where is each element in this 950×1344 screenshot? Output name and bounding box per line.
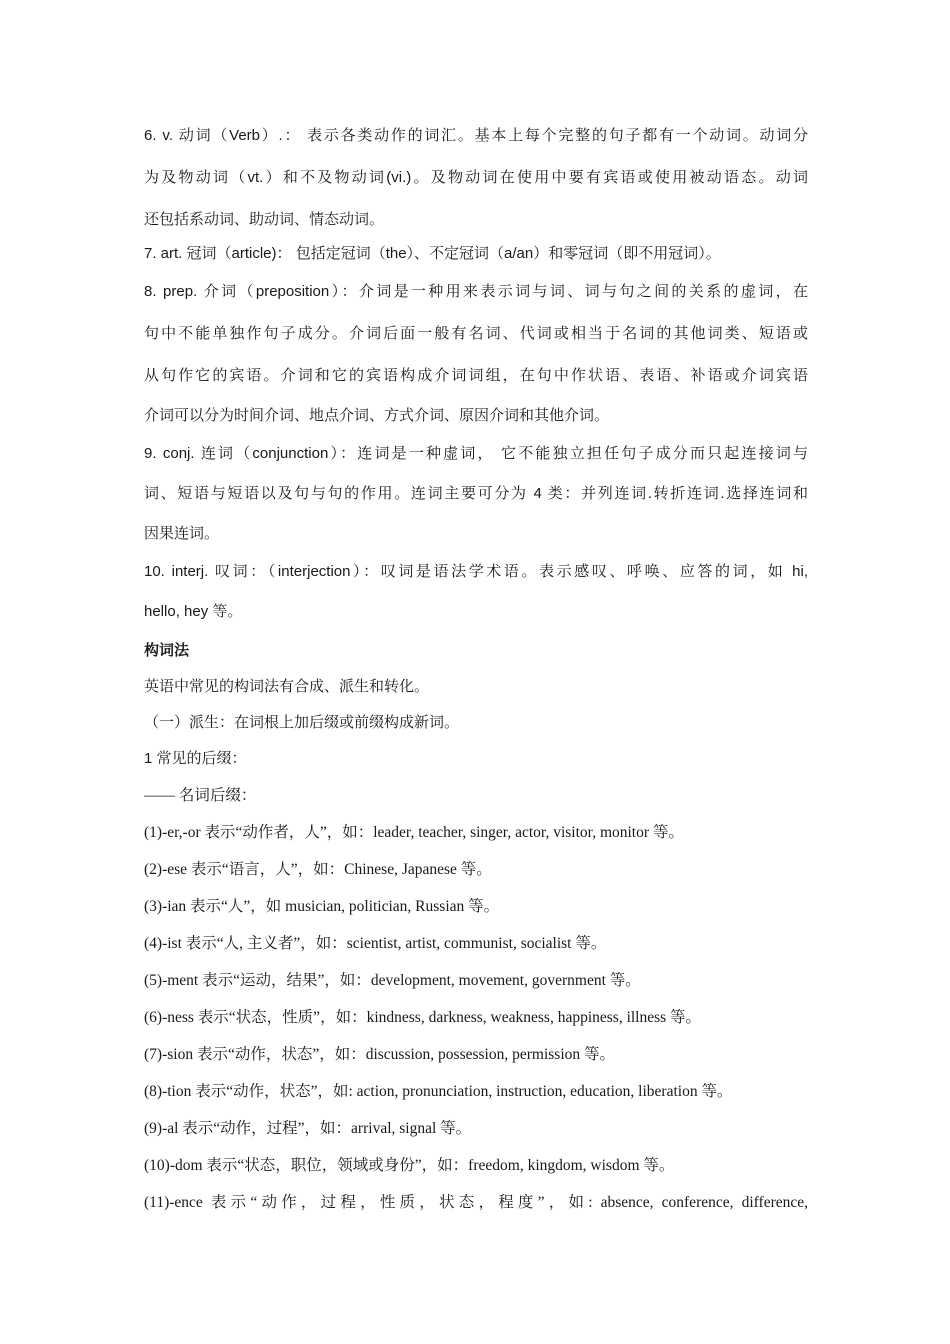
text-line: 9. conj. 连词（conjunction）：连词是一种虚词， 它不能独立担任句子成分而只起连接词与 bbox=[144, 445, 808, 462]
text-line: 因果连词。 bbox=[144, 525, 220, 542]
section-intro: 英语中常见的构词法有合成、派生和转化。 bbox=[144, 678, 430, 695]
list-item: (5)-ment 表示“运动，结果”，如：development, movement, government 等。 bbox=[144, 972, 641, 989]
list-item: (3)-ian 表示“人”，如 musician, politician, Russian 等。 bbox=[144, 898, 500, 915]
text-line: 8. prep. 介词（preposition）：介词是一种用来表示词与词、词与句之间的关系的虚词，在 bbox=[144, 283, 808, 300]
derivation-title: （一）派生：在词根上加后缀或前缀构成新词。 bbox=[144, 714, 460, 731]
list-item: (9)-al 表示“动作，过程”，如：arrival, signal 等。 bbox=[144, 1120, 472, 1137]
suffix-title: 1 常见的后缀： bbox=[144, 750, 247, 767]
list-item: (11)-ence 表示“动作，过程，性质，状态，程度”，如: absence, conference, difference, bbox=[144, 1194, 808, 1211]
list-item: (2)-ese 表示“语言，人”，如：Chinese, Japanese 等。 bbox=[144, 861, 492, 878]
list-item: (1)-er,-or 表示“动作者，人”，如：leader, teacher, singer, actor, visitor, monitor 等。 bbox=[144, 824, 684, 841]
list-item: (8)-tion 表示“动作，状态”，如: action, pronunciation, instruction, education, liberation 等。 bbox=[144, 1083, 733, 1100]
text-line: 还包括系动词、助动词、情态动词。 bbox=[144, 211, 385, 228]
noun-suffix-title: —— 名词后缀： bbox=[144, 787, 257, 804]
text-line: 词、短语与短语以及句与句的作用。连词主要可分为 4 类：并列连词.转折连词.选择连词和 bbox=[144, 485, 808, 502]
text-line: 6. v. 动词（Verb）.： 表示各类动作的词汇。基本上每个完整的句子都有一个动词。动词分 bbox=[144, 127, 808, 144]
list-item: (4)-ist 表示“人, 主义者”，如：scientist, artist, communist, socialist 等。 bbox=[144, 935, 607, 952]
list-item: (10)-dom 表示“状态，职位，领域或身份”，如：freedom, kingdom, wisdom 等。 bbox=[144, 1157, 675, 1174]
section-heading: 构词法 bbox=[144, 642, 190, 659]
pos-article-paragraph: 7. art. 冠词（article)： 包括定冠词（the）、不定冠词（a/an）和零冠词（即不用冠词）。 bbox=[144, 245, 721, 262]
text-line: 从句作它的宾语。介词和它的宾语构成介词词组，在句中作状语、表语、补语或介词宾语 bbox=[144, 367, 808, 384]
list-item: (7)-sion 表示“动作，状态”，如：discussion, possession, permission 等。 bbox=[144, 1046, 616, 1063]
text-line: 为及物动词（vt.）和不及物动词(vi.)。及物动词在使用中要有宾语或使用被动语态。动词 bbox=[144, 169, 808, 186]
text-line: 句中不能单独作句子成分。介词后面一般有名词、代词或相当于名词的其他词类、短语或 bbox=[144, 325, 808, 342]
text-line: 介词可以分为时间介词、地点介词、方式介词、原因介词和其他介词。 bbox=[144, 407, 610, 424]
text-line: hello, hey 等。 bbox=[144, 603, 243, 620]
list-item: (6)-ness 表示“状态，性质”，如：kindness, darkness, weakness, happiness, illness 等。 bbox=[144, 1009, 702, 1026]
text-line: 10. interj. 叹词：（interjection）：叹词是语法学术语。表示感叹、呼唤、应答的词，如 hi, bbox=[144, 563, 808, 580]
